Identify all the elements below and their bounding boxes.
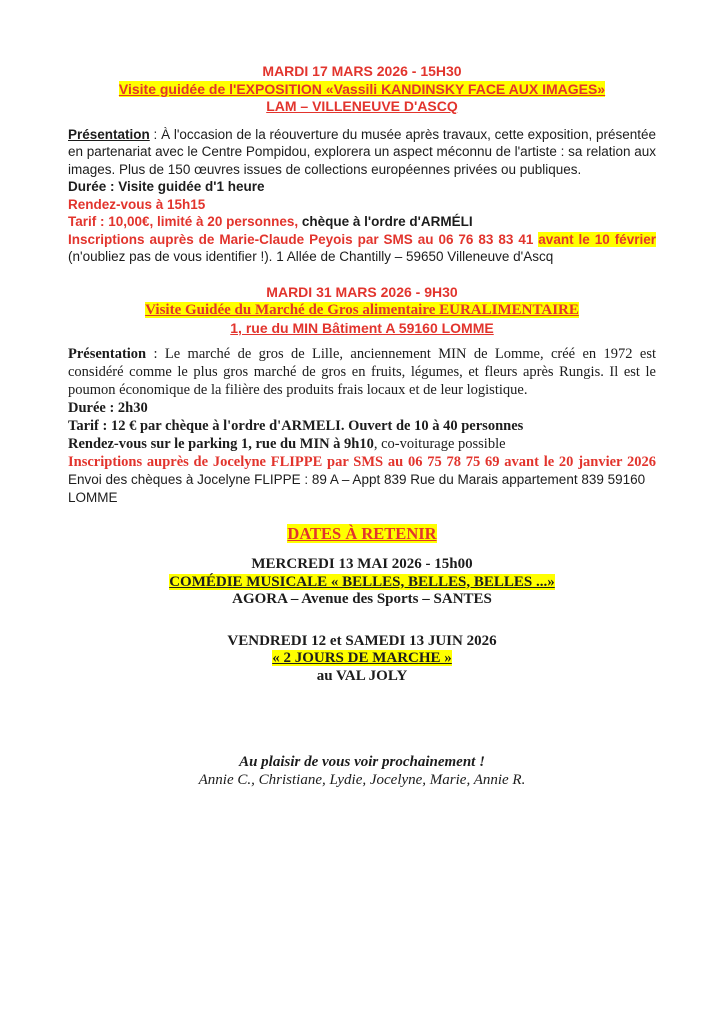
event2-meeting-regular: , co-voiturage possible	[373, 436, 506, 452]
mini-event1-location: AGORA – Avenue des Sports – SANTES	[232, 591, 492, 607]
event1-header	[68, 63, 656, 116]
event1-presentation	[68, 126, 656, 179]
event1-title	[68, 81, 656, 99]
event1-meeting: Rendez-vous à 15h15	[68, 196, 206, 212]
event2-duration: Durée : 2h30	[68, 400, 148, 416]
event2-registration: Inscriptions auprès de Jocelyne FLIPPE par SMS au 06 75 78 75 69 avant le 20 janvier 2026	[68, 454, 656, 470]
event2-presentation-sep: :	[146, 346, 165, 362]
mini-event-2-jours-de-marche	[68, 633, 656, 686]
dates-a-retenir-heading	[68, 523, 656, 545]
event1-location-text: LAM – VILLENEUVE D'ASCQ	[266, 98, 458, 114]
mini-event-comedie-musicale	[68, 556, 656, 609]
closing-message	[68, 753, 656, 789]
event1-location	[68, 98, 656, 116]
closing-line1: Au plaisir de vous voir prochainement !	[239, 754, 485, 770]
event2-meeting-bold: Rendez-vous sur le parking 1, rue du MIN à 9h10	[68, 436, 374, 452]
event2-location-text: 1, rue du MIN Bâtiment A 59160 LOMME	[230, 320, 494, 336]
closing-signatures: Annie C., Christiane, Lydie, Jocelyne, Marie, Annie R.	[198, 772, 526, 788]
mini-event2-title	[68, 650, 656, 668]
event2-title-text: Visite Guidée du Marché de Gros alimentaire EURALIMENTAIRE	[145, 302, 579, 318]
mini-event1-title-text: COMÉDIE MUSICALE « BELLES, BELLES, BELLES ...»	[169, 573, 555, 590]
event2-title	[68, 301, 656, 319]
event1-price	[68, 213, 656, 231]
event2-price: Tarif : 12 € par chèque à l'ordre d'ARMELI. Ouvert de 10 à 40 personnes	[68, 418, 524, 434]
event1-title-text: Visite guidée de l'EXPOSITION «Vassili KANDINSKY FACE AUX IMAGES»	[118, 80, 606, 97]
event1-presentation-label: Présentation	[68, 126, 150, 142]
event1-presentation-text: À l'occasion de la réouverture du musée après travaux, cette exposition, présentée en partenariat avec le Centre Pompidou, explorera un aspect méconnu de l'artiste : sa relation aux images. Plus de 150 œuvres issues de collections européennes privées ou publiques.	[68, 126, 657, 177]
mini-event2-location: au VAL JOLY	[316, 667, 408, 684]
event1-registration	[68, 231, 656, 249]
mini-event1-title	[68, 574, 656, 592]
event1-price-red: Tarif : 10,00€, limité à 20 personnes,	[68, 214, 299, 229]
event2-presentation-label: Présentation	[68, 346, 147, 362]
event1-presentation-sep: :	[149, 126, 162, 142]
event2-presentation	[68, 345, 656, 399]
event1-date: MARDI 17 MARS 2026 - 15H30	[262, 63, 462, 79]
event1-note: (n'oubliez pas de vous identifier !). 1 Allée de Chantilly – 59650 Villeneuve d'Ascq	[68, 249, 554, 264]
event2-presentation-text: Le marché de gros de Lille, anciennement MIN de Lomme, créé en 1972 est considéré comme le plus gros marché de gros en fruits, légumes, et fleurs après Rungis. Il est le poumon économique de la filière des produits frais locaux et de leur logistique.	[68, 346, 656, 398]
event2-date: MARDI 31 MARS 2026 - 9H30	[266, 283, 458, 300]
mini-event2-title-text: « 2 JOURS DE MARCHE »	[272, 650, 452, 666]
mini-event2-date: VENDREDI 12 et SAMEDI 13 JUIN 2026	[227, 632, 497, 649]
event2-meeting	[68, 435, 656, 453]
event1-duration: Durée : Visite guidée d'1 heure	[68, 179, 265, 194]
event1-registration-text: Inscriptions auprès de Marie-Claude Peyois par SMS au 06 76 83 83 41	[68, 231, 534, 247]
event1-registration-deadline: avant le 10 février	[538, 231, 656, 247]
event2-cheque-info: Envoi des chèques à Jocelyne FLIPPE : 89 A – Appt 839 Rue du Marais appartement 839 59160 LOMME	[68, 472, 646, 505]
mini-event1-date: MERCREDI 13 MAI 2026 - 15h00	[251, 556, 473, 572]
event2-header	[68, 284, 656, 338]
event2-location	[68, 319, 656, 337]
event1-price-black: chèque à l'ordre d'ARMÉLI	[301, 214, 473, 229]
dates-a-retenir-heading-text: DATES À RETENIR	[287, 524, 437, 543]
